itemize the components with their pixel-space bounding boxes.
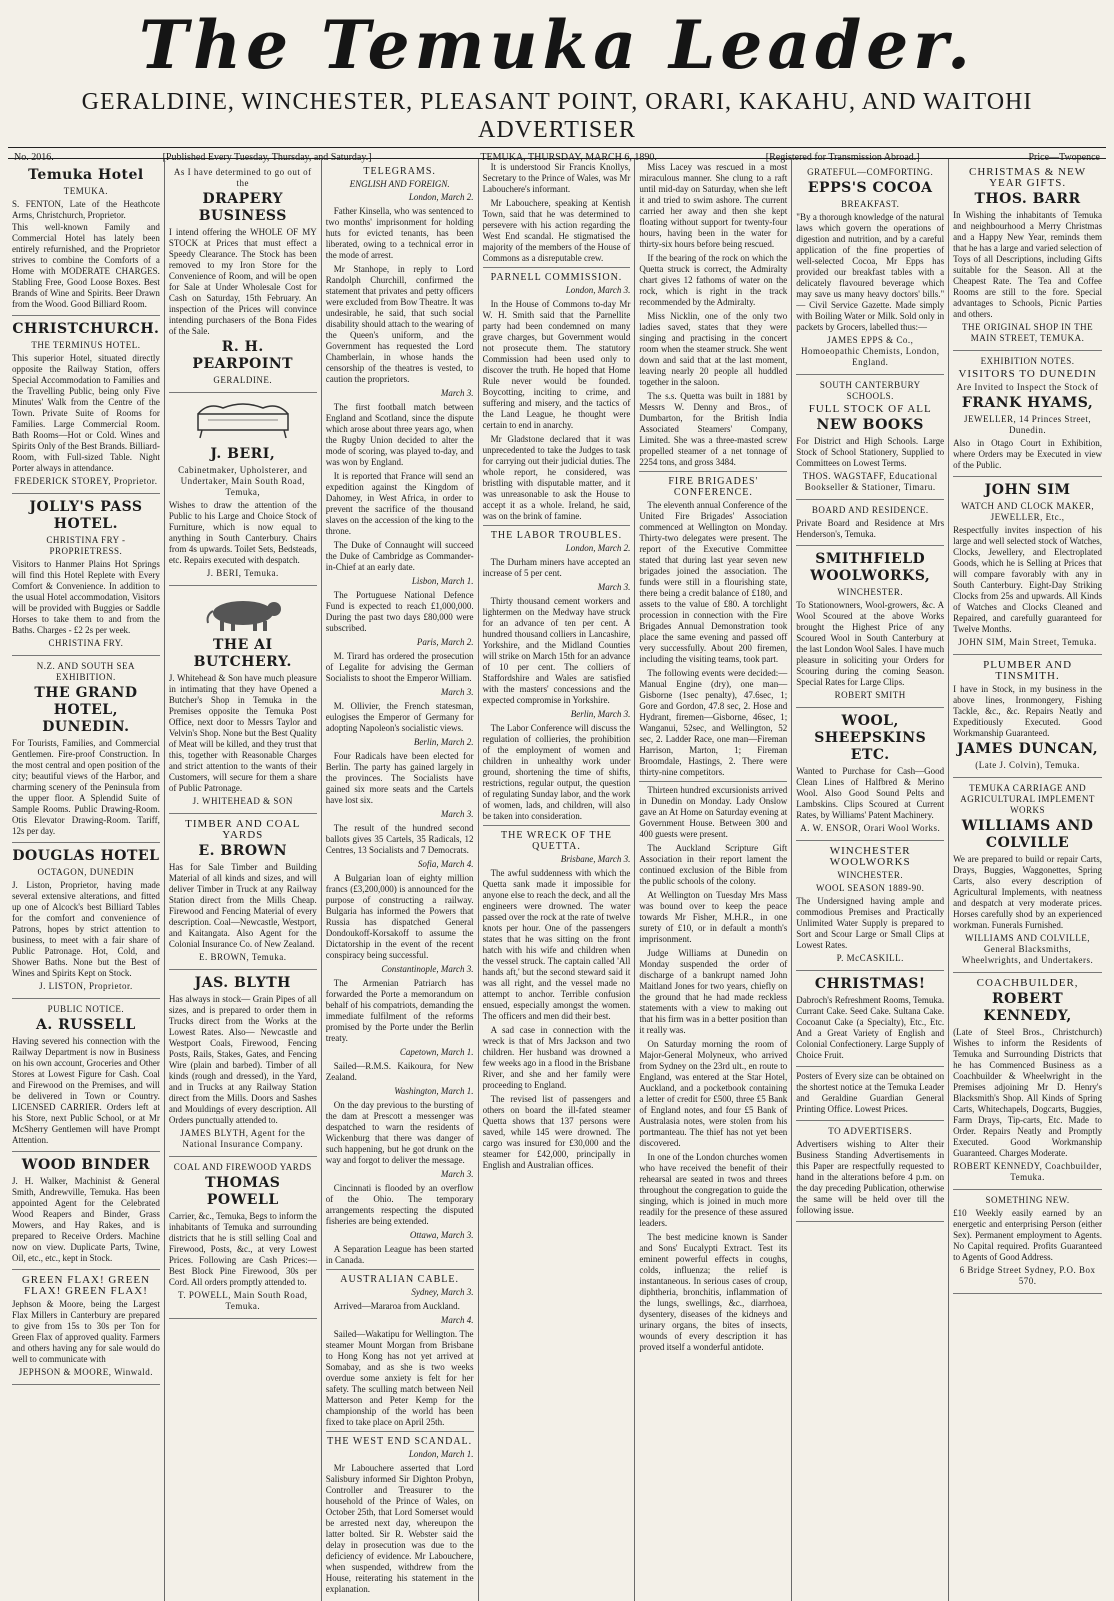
- ad-smithfield: [796, 546, 944, 708]
- section-heading: AUSTRALIAN CABLE.: [340, 1274, 459, 1285]
- column-7: [949, 159, 1106, 1601]
- ad-subtitle: WINCHESTER.: [837, 587, 904, 597]
- section-heading: THE LABOR TROUBLES.: [490, 530, 623, 541]
- paragraph: If the bearing of the rock on which the Quetta struck is correct, the Admiralty chart gives 12 fathoms of water on the rock, which is right in the track recommended by the Admiralty.: [639, 253, 788, 307]
- ad-body: J. Whitehead & Son have much pleasure in intimating that they have Opened a Butcher's Shop in Temuka in the Premises opposite the Temuka Post Office, next door to Messrs Taylor and Velvin's Shop. None but the Best Quality of Meat will be killed, and they trust that this, together with Reasonable Charges and strict attention to the wants of their Customers, will secure for them a share of Public Patronage.: [168, 673, 317, 793]
- paragraph: The s.s. Quetta was built in 1881 by Messrs W. Denny and Bros., of Dumbarton, for the British India Associated Steamers' Company, Limited. She was a three-masted screw propelled steamer of a net tonnage of 2254 tons, and gross 3484.: [639, 391, 788, 467]
- ad-board: [796, 500, 944, 546]
- ad-title: GREEN FLAX! GREEN FLAX! GREEN FLAX!: [21, 1274, 151, 1297]
- dispatch-dateline: London, March 1.: [408, 1449, 474, 1459]
- paragraph: It is understood Sir Francis Knollys, Secretary to the Prince of Wales, was Mr Labouchere's informant.: [482, 162, 631, 194]
- ad-title: WOOD BINDER: [21, 1157, 151, 1173]
- paragraph: Mr Labouchere asserted that Lord Salisbury informed Sir Dighton Probyn, Controller and Treasurer to the household of the Prince of Wales, on October 25th, that Lord Somerset would be arrested next day, whereupon the latter bolted. Sir R. Webster said the delay in prosecution was due to the deficiency of evidence. Mr Labouchere, when suspended, withdrew from the House, reiterating his statement in the explanation.: [325, 1463, 474, 1594]
- ad-russell: [12, 999, 160, 1152]
- ad-terminus-hotel: [12, 316, 160, 494]
- ad-title: NEW BOOKS: [816, 417, 924, 433]
- ad-body: J. H. Walker, Machinist & General Smith, Andrewville, Temuka. Has been appointed Agent for the Celebrated Wood Reapers and Binder, Grass Mowers, and Hay Rakes, and is prepared to Receive Orders. Machine now on view. Duplicate Parts, Twine, Oil, etc., etc., kept in Stock.: [12, 1176, 160, 1263]
- paragraph: Father Kinsella, who was sentenced to two months' imprisonment for holding huts for evicted tenants, has been liberated, owing to a technical error in the mode of arrest.: [325, 206, 474, 260]
- ad-subtitle: BREAKFAST.: [840, 199, 900, 209]
- ad-body: This superior Hotel, situated directly opposite the Railway Station, offers Special Accommodation to Families and the Travelling Public, being only Five Minutes' Walk from the Centre of the Town. Private Suite of Rooms for Families. Large Commercial Room. Bath Rooms—Hot or Cold. Wines and Spirits Only of the Best Brands. Billiard-Room, with Full-sized Table. Night Porter always in attendance.: [12, 353, 160, 473]
- ad-kicker: PLUMBER AND TINSMITH.: [983, 659, 1073, 682]
- dispatch-dateline: Sofia, March 4.: [417, 859, 474, 869]
- ad-signature: J. WHITEHEAD & SON: [192, 796, 293, 806]
- ad-douglas-hotel: [12, 843, 160, 999]
- divider: [639, 781, 787, 782]
- ad-kicker: SOUTH CANTERBURY SCHOOLS.: [819, 380, 921, 401]
- ad-body: For Tourists, Families, and Commercial Gentlemen. Fire-proof Construction. In the most central and open position of the city; beautiful views of the Harbor, and charming scenery of the Peninsula from the upper floor. A Splendid Suite of Sample Rooms. Public Drawing-Room. Otis Elevator Drawing-Room. Tariff, 12s per day.: [12, 738, 160, 836]
- ad-title: WINCHESTER WOOLWORKS: [829, 845, 911, 868]
- paragraph: The awful suddenness with which the Quetta sank made it impossible for anyone else to reach the deck, and all the engineers were drowned. The water passed over the rock at the rate of twelve knots per hour. One of the passengers states that he was sitting on the front hatch with his wife and children when the vessel struck. The captain called 'All hands aft,' but the second steward said it was all right, and the vessel made no attempt to anchor. Terrible confusion ensued, especially amongst the women. The officers and men did their best.: [482, 868, 631, 1021]
- ad-title: THE GRAND HOTEL, DUNEDIN.: [34, 685, 138, 735]
- ad-title: SMITHFIELD WOOLWORKS,: [810, 551, 931, 584]
- ad-kicker: SOMETHING NEW.: [985, 1195, 1070, 1205]
- paragraph: The Duke of Connaught will succeed the Duke of Cambridge as Commander-in-Chief at an early date.: [325, 540, 474, 572]
- furniture-engraving: [169, 400, 317, 442]
- dispatch-dateline: March 3.: [440, 809, 474, 819]
- ad-kicker: CHRISTMAS & NEW YEAR GIFTS.: [969, 166, 1087, 189]
- ad-body: To Stationowners, Wool-growers, &c. A Wool Scoured at the above Works brought the Highest Price of any Scoured Wool in South Canterbury at the last London Wool Sales. I have much pleasure in soliciting your Orders for Scouring during the coming Season. Special Rates for Large Clips.: [796, 600, 945, 687]
- ad-title: JAS. BLYTH: [194, 975, 291, 991]
- issue-number: No. 2016.: [14, 151, 54, 163]
- dispatch-dateline: March 3.: [440, 687, 474, 697]
- ad-title: JOHN SIM: [984, 482, 1071, 498]
- section-subheading: ENGLISH AND FOREIGN.: [349, 179, 450, 189]
- ad-kicker: N.Z. AND SOUTH SEA EXHIBITION.: [36, 661, 136, 682]
- bull-engraving: [169, 593, 317, 633]
- paragraph: Mr Stanhope, in reply to Lord Randolph Churchill, confirmed the statement that privates and petty officers were excluded from Bow Theatre. It was undesirable, he said, that such social disability should attach to the wearing of the Queen's uniform, and the Government has requested the Lord Chamberlain, in whose hands the censorship of the theatres is vested, to caution the proprietors.: [325, 264, 474, 384]
- ad-body: Respectfully invites inspection of his large and well selected stock of Watches, Clocks, Jewellery, and Electroplated Goods, which he is Selling at Prices that will compare favorably with any in South Canterbury. Eight-Day Striking Clocks from 25s and upwards. All Kinds of Watches and Clocks Cleaned and Repaired, and carefully guaranteed for Twelve Months.: [953, 525, 1102, 634]
- ad-title: DRAPERY BUSINESS: [198, 191, 287, 224]
- paragraph: Sailed—Wakatipu for Wellington. The steamer Mount Morgan from Brisbane to Hong Kong has not yet arrived at Somabay, and as she is two weeks overdue some anxiety is felt for her safety. The sculling match between Neil Matterson and Peter Kemp for the championship of the world has been fixed to take place on April 25th.: [325, 1329, 474, 1427]
- ad-drapery: [169, 162, 317, 393]
- paragraph: A Bulgarian loan of eighty million francs (£3,200,000) is announced for the purpose of constructing a railway. Bulgaria has informed the Powers that Russia has dispatched General Dondoukoff-Korsakoff to assume the Dictatorship in the event of the recent conspiracy being successful.: [325, 873, 474, 960]
- ad-new-books: [796, 375, 944, 500]
- ad-kicker: As I have determined to go out of the: [173, 167, 312, 188]
- ad-epps-cocoa: [796, 162, 944, 375]
- ad-something-new: [953, 1190, 1102, 1294]
- ad-place: GERALDINE.: [213, 375, 273, 385]
- ad-signature: A. W. ENSOR, Orari Wool Works.: [800, 823, 941, 833]
- ad-subtitle: OCTAGON, DUNEDIN: [37, 867, 135, 877]
- paragraph: Mr Labouchere, speaking at Kentish Town, said that he was determined to persevere with his action regarding the West End scandal. He stigmatised the majority of the members of the House of Commons as a disreputable crew.: [482, 198, 631, 263]
- ad-body: Jephson & Moore, being the Largest Flax Millers in Canterbury are prepared to give from 15s to 30s per Ton for Green Flax of approved quality. Farmers and others having any for sale would do well to communicate with: [12, 1299, 160, 1364]
- ad-body: This well-known Family and Commercial Hotel has lately been entirely refurnished, and the Proprietor strives to combine the Comforts of a Home with MODERATE CHARGES. Stabling Free, Good Loose Boxes. Best Brands of Wine and Spirits. Beer Drawn from the Wood. Good Billiard Room.: [12, 222, 160, 309]
- dispatch-dateline: Brisbane, March 3.: [560, 854, 631, 864]
- divider: [483, 825, 631, 826]
- section-heading: FIRE BRIGADES' CONFERENCE.: [668, 476, 759, 498]
- bull-icon: [198, 593, 288, 633]
- ad-grand-hotel: [12, 656, 160, 843]
- dispatch-dateline: Paris, March 2.: [416, 637, 474, 647]
- ad-title: FRANK HYAMS,: [961, 395, 1094, 411]
- ad-signature: CHRISTINA FRY.: [48, 638, 124, 648]
- dispatch-dateline: Lisbon, March 1.: [411, 576, 474, 586]
- ad-signature: R. H. PEARPOINT: [192, 339, 294, 372]
- publication-schedule: [Published Every Tuesday, Thursday, and Saturday.]: [162, 151, 372, 163]
- paragraph: Thirteen hundred excursionists arrived in Dunedin on Monday. Lady Onslow gave an At Home on Saturday evening at Government House. Between 300 and 400 guests were present.: [639, 785, 788, 839]
- ad-body: Carrier, &c., Temuka, Begs to inform the inhabitants of Temuka and surrounding districts that he is still selling Coal and Firewood, Posts, &c., at very Lowest Prices. Following are Cash Prices:—Best Block Pine Firewood, 30s per Cord. All orders promptly attended to.: [168, 1211, 317, 1287]
- ad-to-advertisers: [796, 1121, 944, 1222]
- ad-signature: T. POWELL, Main South Road, Temuka.: [177, 1290, 308, 1311]
- ad-blyth: [169, 970, 317, 1157]
- dispatch-dateline: March 3.: [440, 388, 474, 398]
- ad-beri: [169, 393, 317, 586]
- ad-subtitle: Cabinetmaker, Upholsterer, and Undertaker, Main South Road, Temuka,: [178, 465, 308, 497]
- paragraph: It is reported that France will send an expedition against the Kingdom of Dahomey, in West Africa, in order to prevent the sacrifice of the thousand slaves on the accession of the king to the throne.: [325, 471, 474, 536]
- dispatch-dateline: Sydney, March 3.: [411, 1287, 474, 1297]
- ad-james-duncan: [953, 655, 1102, 778]
- ad-kicker: COACHBUILDER,: [976, 977, 1079, 989]
- ad-title: A. RUSSELL: [36, 1017, 136, 1033]
- ad-body: Also in Otago Court in Exhibition, where Orders may be Executed in view of the Public.: [953, 438, 1102, 470]
- ad-title: THOS. BARR: [974, 191, 1081, 207]
- column-5: [635, 159, 792, 1601]
- paragraph: Judge Williams at Dunedin on Monday suspended the order of discharge of a bankrupt named John Maitland Jones for two years, chiefly on the ground that he had made reckless statements with a view to making out that his firm was in a better position than it really was.: [639, 948, 788, 1035]
- paragraph: Four Radicals have been elected for Berlin. The party has gained largely in the provinces. The Socialists have gained six more seats and the Cartels have lost six.: [325, 751, 474, 805]
- paragraph: The Auckland Scripture Gift Association in their report lament the continued exclusion of the Bible from the public schools of the colony.: [639, 843, 788, 886]
- column-6: [792, 159, 949, 1601]
- ad-title: WOOL, SHEEPSKINS ETC.: [814, 713, 927, 763]
- ad-frank-hyams: [953, 351, 1102, 477]
- paragraph: On Saturday morning the room of Major-General Molyneux, who arrived from Sydney on the 23rd ult., en route to England, was entered at the Star Hotel, Auckland, and a pocketbook containing a letter of credit for £500, three £5 Bank of England notes, and four £5 Bank of Australasia notes, were stolen from his portmanteau. The thief has not yet been discovered.: [639, 1039, 788, 1148]
- ad-kicker: COAL AND FIREWOOD YARDS: [173, 1162, 312, 1172]
- section-heading: PARNELL COMMISSION.: [490, 272, 623, 283]
- section-heading: TELEGRAMS.: [363, 166, 436, 177]
- paragraph: The Durham miners have accepted an increase of 5 per cent.: [482, 557, 631, 578]
- paragraph: In the House of Commons to-day Mr W. H. Smith said that the Parnellite party had been condemned on many grave charges, but Government would not prosecute them. The statutory Commission had been used only to discover the truth. He hoped that Home Rule never would be founded. Boycotting, inciting to crime, and suffering and misery, and the tactics of the Land League, he thought were certain to end in anarchy.: [482, 299, 631, 430]
- ad-kicker: WOOL SEASON 1889-90.: [816, 883, 925, 893]
- ad-signature: THOS. WAGSTAFF, Educational Bookseller & Stationer, Timaru.: [802, 471, 938, 492]
- ad-body: Wanted to Purchase for Cash—Good Clean Lines of Halfbred & Merino Wool. Also Good Sound Pelts and Lambskins. Clips Scoured at Current Rates, by Williams' Patent Machinery.: [796, 766, 945, 820]
- ad-kicker: GRATEFUL—COMFORTING.: [807, 167, 934, 177]
- ad-body: Having severed his connection with the Railway Department is now in Business on his own account, Groceries and Other Stores at Lowest Figure for Cash. Coal and Firewood on the Premises, and will be delivered in Town or Country. LICENSED CARRIER. Orders left at his Store, next Public School, or at Mr McSherry Gentlemen will have Prompt Attention.: [12, 1036, 160, 1145]
- paragraph: Mr Gladstone declared that it was unprecedented to take the Judges to task for carrying out their judicial duties. The whole report, he considered, was bristling with disputable matter, and it was unreasonable to ask the House to accept it as a whole. Ireland, he said, was on the brink of famine.: [482, 434, 631, 521]
- paragraph: Cincinnati is flooded by an overflow of the Ohio. The temporary arrangements respecting the disputed fisheries are being extended.: [325, 1183, 474, 1226]
- ad-body: (Late of Steel Bros., Christchurch) Wishes to inform the Residents of Temuka and Surrounding Districts that he has Commenced Business as a Coachbuilder & Wheelwright in the Premises adjoining Mr D. Henry's Blacksmith's Shop. All Kinds of Spring Carts, Whitechapels, Dogcarts, Buggies, Farm Drays, Tip-carts, Etc. Made to Order. Repairs Neatly and Promptly Executed. Good Workmanship Guaranteed. Charges Moderate.: [953, 1027, 1102, 1158]
- ad-subtitle: VISITORS TO DUNEDIN: [958, 368, 1097, 380]
- ad-title: WILLIAMS AND COLVILLE: [961, 818, 1094, 851]
- ad-brown-timber: [169, 814, 317, 970]
- paragraph: Thirty thousand cement workers and lightermen on the Medway have struck for an advance of ten per cent. A hundred thousand colliers in Lancashire, Yorkshire, and the Midland Counties will strike on March 15th for an advance of 10 per cent. The colliers of Staffordshire and Wales are satisfied with the masters' concessions and the expected compromise in Yorkshire.: [482, 596, 631, 705]
- masthead: [0, 0, 1114, 144]
- dispatch-dateline: Constantinople, March 3.: [381, 964, 474, 974]
- ad-title: THOMAS POWELL: [205, 1175, 281, 1208]
- dispatch-dateline: Capetown, March 1.: [399, 1047, 474, 1057]
- ad-body: For District and High Schools. Large Stock of School Stationery, Supplied to Committees on Lowest Terms.: [796, 436, 945, 468]
- paragraph: Arrived—Mararoa from Auckland.: [333, 1301, 460, 1311]
- ad-john-sim: [953, 477, 1102, 655]
- dispatch-dateline: London, March 2.: [408, 192, 474, 202]
- ad-signature: JOHN SIM, Main Street, Temuka.: [958, 637, 1097, 647]
- dispatch-dateline: London, March 3.: [565, 285, 631, 295]
- ad-winchester-woolworks: [796, 841, 944, 971]
- paragraph: The best medicine known is Sander and Sons' Eucalypti Extract. Test its eminent powerful effects in coughs, colds, influenza; the relief is instantaneous. In serious cases of croup, diphtheria, bronchitis, inflammation of the lungs, swellings, &c., diarrhoea, dysentery, diseases of the kidneys and urinary organs, the bites of insects, wounds of every description it has proved itself a wonderful antidote.: [639, 1232, 788, 1352]
- paragraph: The Armenian Patriarch has forwarded the Porte a memorandum on behalf of his compatriots, demanding the immediate fulfilment of the reforms promised by the Porte under the Berlin treaty.: [325, 978, 474, 1043]
- ad-body: Advertisers wishing to Alter their Business Standing Advertisements in this Paper are respectfully requested to hand in the alterations before 4 p.m. on the day preceding Publication, otherwise the same will be held over till the following issue.: [796, 1139, 945, 1215]
- ad-title: EPPS'S COCOA: [807, 180, 933, 196]
- ad-signature: THE ORIGINAL SHOP IN THE MAIN STREET, TEMUKA.: [961, 322, 1094, 343]
- paragraph: A Separation League has been started in Canada.: [325, 1244, 474, 1265]
- ad-body: Has for Sale Timber and Building Material of all kinds and sizes, and will deliver Timber in Truck at any Railway Station direct from the Mills Cheap. Firewood and Fencing Material of every description. Coal—Newcastle, Westport, and Kaitangata. Also Agent for the Colonial Insurance Co. of New Zealand.: [168, 862, 317, 949]
- ad-title: JOLLY'S PASS HOTEL.: [29, 499, 143, 532]
- section-heading: THE WEST END SCANDAL.: [327, 1436, 473, 1447]
- newspaper-subtitle: GERALDINE, WINCHESTER, PLEASANT POINT, ORARI, KAKAHU, AND WAITOHI ADVERTISER: [81, 89, 1033, 143]
- sofa-icon: [188, 400, 298, 442]
- ad-kicker: EXHIBITION NOTES.: [980, 356, 1075, 366]
- ad-title: ROBERT KENNEDY,: [983, 991, 1072, 1024]
- ad-body: Visitors to Hanmer Plains Hot Springs will find this Hotel Replete with Every Comfort & Convenience. In addition to the usual Hotel accommodation, Visitors will be provided with Buggies or Saddle Horses to take them to and from the Baths. Charges - £2 2s per week.: [12, 559, 160, 635]
- ad-subtitle: JEWELLER, 14 Princes Street, Dunedin.: [963, 414, 1092, 435]
- ad-jollys-pass: [12, 494, 160, 656]
- dispatch-dateline: Berlin, March 3.: [570, 709, 631, 719]
- paragraph: Miss Lacey was rescued in a most miraculous manner. She clung to a raft until mid-day on Saturday, when she left it and tried to swim ashore. The current carried her away and then she kept floating without support for twenty-four hours, having been in the water for thirty-six hours before being rescued.: [639, 162, 788, 249]
- paragraph: The result of the hundred second ballots gives 35 Cartels, 35 Radicals, 12 Centres, 13 Socialists and 7 Democrats.: [325, 823, 474, 855]
- dispatch-dateline: March 3.: [597, 582, 631, 592]
- ad-title: Temuka Hotel: [28, 167, 144, 183]
- paragraph: The revised list of passengers and others on board the ill-fated steamer Quetta shows that 137 persons were saved, while 145 were drowned. The cargo was insured for £30,000 and the steamer for £42,000, principally in English and Australian offices.: [482, 1094, 631, 1170]
- paragraph: The following events were decided:—Manual Engine (dry), one man—Gisborne (1sec penalty), 47.6sec, 1; Gore and Gordon, 47.8 sec, 2. Hose and Hydrant, firemen—Gisborne, 46sec, 1; Wanganui, 52sec, and Wellington, 52 sec, 2. Ladder Race, one man—Fireman Harrison, Marton, 1; Fireman Broomdale, Hastings, 2. There were thirty-nine competitors.: [639, 668, 788, 777]
- ad-body: Dabroch's Refreshment Rooms, Temuka. Currant Cake. Seed Cake. Sultana Cake. Cocoanut Cake (a Specialty), Etc., Etc. And a Great Variety of English and Colonial Confectionery. Large Supply of Choice Fruit.: [796, 995, 945, 1060]
- divider: [483, 525, 631, 526]
- paragraph: Sailed—R.M.S. Kaikoura, for New Zealand.: [325, 1061, 474, 1082]
- ad-signature: WILLIAMS AND COLVILLE, General Blacksmiths, Wheelwrights, and Undertakers.: [961, 933, 1094, 965]
- ad-title: CHRISTMAS!: [814, 976, 926, 992]
- paragraph: M. Ollivier, the French statesman, eulogises the Emperor of Germany for adopting Napoleon's socialistic views.: [325, 701, 474, 733]
- registration-note: [Registered for Transmission Abroad.]: [765, 151, 920, 163]
- paragraph: At Wellington on Tuesday Mrs Mass was bound over to keep the peace towards Mr Fisher, M.H.R., in one surety of £10, or in default a month's imprisonment.: [639, 890, 788, 944]
- divider: [326, 1431, 474, 1432]
- ad-body: We are prepared to build or repair Carts, Drays, Buggies, Waggonettes, Spring Carts, also every description of Agricultural Implements, with neatness and despatch at very moderate prices. Horses carefully shod by an experienced workman. Funerals Furnished.: [953, 854, 1102, 930]
- column-2: [165, 159, 322, 1601]
- paragraph: The eleventh annual Conference of the United Fire Brigades' Association commenced at Wellington on Monday. Thirty-two delegates were present. The report of the Executive Committee stated that during last year seven new brigades joined the association. The funds were still in a flourishing state, there being a credit balance of £180, and assets to the value of £80. A torchlight procession in connection with the Fire Brigades Annual Demonstration took place the same evening and passed off very successfully. About 200 firemen, including the visiting teams, took part.: [639, 500, 788, 664]
- ad-signature: FREDERICK STOREY, Proprietor.: [14, 476, 158, 486]
- ad-temuka-hotel: [12, 162, 160, 316]
- ad-signature: P. McCASKILL.: [836, 953, 904, 963]
- ad-signature: 6 Bridge Street Sydney, P.O. Box 570.: [959, 1265, 1096, 1286]
- ad-body: "By a thorough knowledge of the natural laws which govern the operations of digestion and nutrition, and by a careful application of the fine properties of well-selected Cocoa, Mr Epps has provided our breakfast tables with a delicately flavoured beverage which may save us many heavy doctors' bills." — Civil Service Gazette. Made simply with Boiling Water or Milk. Sold only in packets by Grocers, labelled thus:—: [796, 212, 945, 332]
- ad-signature: (Late J. Colvin), Temuka.: [975, 760, 1080, 770]
- ad-kicker: TIMBER AND COAL YARDS: [185, 818, 301, 841]
- issue-date: TEMUKA, THURSDAY, MARCH 6, 1890.: [480, 151, 657, 163]
- ad-robert-kennedy: [953, 973, 1102, 1190]
- ad-wood-binder: [12, 1152, 160, 1270]
- ad-intro: FULL STOCK OF ALL: [808, 403, 932, 415]
- ad-signature: JAMES BLYTH, Agent for the National Insurance Company.: [180, 1128, 306, 1149]
- paragraph: The Labor Conference will discuss the regulation of collieries, the prohibition of the employment of women and children in unhealthy work under ground, shortening the time of shifts, restrictions, regular output, the question of regulating Sunday labor, and the work of women, lads, and children, will also be taken into consideration.: [482, 723, 631, 821]
- ad-signature: J. BERI, Temuka.: [206, 568, 279, 578]
- ad-intro: Are Invited to Inspect the Stock of: [956, 382, 1099, 392]
- ad-title: E. BROWN: [198, 843, 288, 859]
- ad-signature: E. BROWN, Temuka.: [199, 952, 287, 962]
- ad-title: JAMES DUNCAN,: [957, 741, 1099, 757]
- ad-signature: ROBERT SMITH: [834, 690, 906, 700]
- paragraph: On the day previous to the bursting of the dam at Prescott a messenger was despatched to warn the residents of Wickenburg that there was danger of such happening, but he got drunk on the way and forgot to deliver the message.: [325, 1100, 474, 1165]
- column-1: [8, 159, 165, 1601]
- section-heading: THE WRECK OF THE QUETTA.: [501, 830, 612, 852]
- price: Price—Twopence: [1028, 151, 1100, 163]
- ad-thos-barr: [953, 162, 1102, 351]
- dispatch-dateline: Berlin, March 2.: [413, 737, 474, 747]
- ad-title: DOUGLAS HOTEL: [12, 848, 160, 864]
- paragraph: M. Tirard has ordered the prosecution of Legalite for advising the German Socialists to shoot the Emperor William.: [325, 651, 474, 683]
- ad-body: £10 Weekly easily earned by an energetic and enterprising Person (either Sex). Permanent employment to Agents. No Capital required. Profits Guaranteed to Agents of Good Address.: [953, 1208, 1102, 1262]
- ad-title: CHRISTCHURCH.: [12, 321, 160, 337]
- ad-owner: S. FENTON, Late of the Heathcote Arms, Christchurch, Proprietor.: [12, 199, 160, 220]
- paragraph: Miss Nicklin, one of the only two ladies saved, states that they were singing and practising in the concert room when the steamer struck. She went down and said that at the last moment, leaving nearly 20 people all huddled together in the saloon.: [639, 311, 788, 387]
- column-4: [479, 159, 636, 1601]
- ad-kicker: TEMUKA CARRIAGE AND AGRICULTURAL IMPLEMENT WORKS: [960, 783, 1095, 815]
- ad-place: TEMUKA.: [63, 186, 109, 196]
- ad-williams-colville: [953, 778, 1102, 973]
- paragraph: The Portuguese National Defence Fund is expected to reach £1,000,000. During the past two days £80,000 were subscribed.: [325, 590, 474, 633]
- ad-body: Private Board and Residence at Mrs Henderson's, Temuka.: [796, 518, 945, 539]
- paragraph: The first football match between England and Scotland, since the dispute which arose about three years ago, when the Rugby Union decided to alter the mode of scoring, was played to-day, and was won by England.: [325, 402, 474, 467]
- ad-signature: JAMES EPPS & Co., Homoeopathic Chemists, London, England.: [800, 335, 940, 367]
- ad-body: Posters of Every size can be obtained on the shortest notice at the Temuka Leader and Geraldine Guardian General Printing Office. Lowest Prices.: [796, 1071, 945, 1114]
- column-3: [322, 159, 479, 1601]
- ad-signature: J. LISTON, Proprietor.: [39, 981, 133, 991]
- ad-body: In Wishing the inhabitants of Temuka and neighbourhood a Merry Christmas and a Happy New Year, reminds them that he has a large and varied selection of Toys of all Descriptions, including Gifts suitable for the Season. All at the Cheapest Rate. The Tea and Coffee Rooms are still to the fore. Special advantages to Schools, Picnic Parties and others.: [953, 210, 1102, 319]
- ad-title: J. BERI,: [210, 446, 276, 462]
- paragraph: In one of the London churches women who have received the benefit of their rehearsal are seated in twos and threes throughout the congregation to guide the singing, which is joined in much more readily for the presence of these assured leaders.: [639, 1152, 788, 1228]
- paragraph: A sad case in connection with the wreck is that of Mrs Jackson and two children. Her husband was drowned a few weeks ago in a flood in the Brisbane River, and she and her family were proceeding to England.: [482, 1025, 631, 1090]
- ad-body: Wishes to draw the attention of the Public to his Large and Choice Stock of Furniture, which is now equal to anything in South Canterbury. Chairs from 4s upwards. Toilet Sets, Bedsteads, etc. Repairs executed with despatch.: [168, 500, 317, 565]
- dispatch-dateline: Ottawa, March 3.: [409, 1230, 474, 1240]
- ad-body: Has always in stock— Grain Pipes of all sizes, and is prepared to order them in Trucks direct from the Works at the Lowest Rates. Also— Newcastle and Westport Coals, Firewood, Fencing Posts, Rails, Stakes, Gates, and Fencing Wire (plain and barbed). Timber of all kinds (rough and dressed), in the Yard, and in Trucks at any Railway Station direct from the Mills. Doors and Sashes and Mouldings of every description. All Orders punctually attended to.: [168, 994, 317, 1125]
- ad-title: THE AI BUTCHERY.: [193, 637, 292, 670]
- ad-subtitle: WATCH AND CLOCK MAKER, JEWELLER, Etc.,: [961, 501, 1095, 522]
- ad-body: I intend offering the WHOLE OF MY STOCK at Prices that must effect a Speedy Clearance. The Stock has been removed to my Iron Store for the Convenience of Room, and will be open for Sale at Under Wholesale Cost for Cash on Saturday, 15th February. An inspection of the Prices will convince intending purchasers of the Bona Fides of the Sale.: [168, 227, 317, 336]
- divider: [483, 267, 631, 268]
- ad-powell: [169, 1157, 317, 1319]
- dispatch-dateline: March 4.: [440, 1315, 474, 1325]
- ad-sheepskins: [796, 708, 944, 841]
- ad-body: J. Liston, Proprietor, having made several extensive alterations, and fitted up one of Alcock's best Billiard Tables for the comfort and convenience of Patrons, hopes by strict attention to business, to meet with a fair share of Public Patronage. Hot, Cold, and Shower Baths. None but the Best of Wines and Spirits Kept on Stock.: [12, 880, 160, 978]
- newspaper-title: The Temuka Leader.: [139, 6, 975, 84]
- ad-kicker: PUBLIC NOTICE.: [47, 1004, 125, 1014]
- divider: [639, 471, 787, 472]
- dispatch-dateline: March 3.: [440, 1169, 474, 1179]
- ad-owner: CHRISTINA FRY - PROPRIETRESS.: [46, 535, 126, 556]
- ad-signature: ROBERT KENNEDY, Coachbuilder, Temuka.: [953, 1161, 1102, 1182]
- ad-christmas: [796, 971, 944, 1067]
- ad-butchery: [169, 586, 317, 814]
- dispatch-dateline: Washington, March 1.: [394, 1086, 474, 1096]
- dispatch-dateline: London, March 2.: [565, 543, 631, 553]
- ad-signature: JEPHSON & MOORE, Winwald.: [18, 1367, 154, 1377]
- ad-body: I have in Stock, in my business in the above lines, Ironmongery, Fishing Tackle, &c., &c. Repairs Neatly and Expeditiously Executed. Good Workmanship Guaranteed.: [953, 684, 1102, 738]
- ad-posters: [796, 1067, 944, 1121]
- ad-green-flax: [12, 1270, 160, 1385]
- divider: [326, 1269, 474, 1270]
- ad-kicker: BOARD AND RESIDENCE.: [811, 505, 929, 515]
- columns: [8, 158, 1106, 1594]
- ad-kicker: TO ADVERTISERS.: [828, 1126, 913, 1136]
- ad-subtitle: WINCHESTER.: [837, 870, 904, 880]
- ad-body: The Undersigned having ample and commodious Premises and Practically Unlimited Water Supply is prepared to Sort and Scour Large or Small Clips at Lowest Rates.: [796, 896, 945, 950]
- ad-subtitle: THE TERMINUS HOTEL.: [31, 340, 141, 350]
